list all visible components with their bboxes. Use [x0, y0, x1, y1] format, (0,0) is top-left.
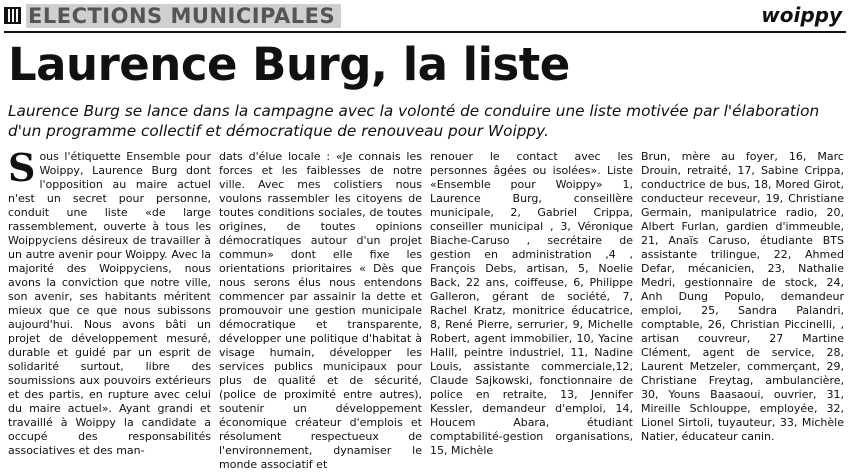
section-marker-icon [4, 7, 21, 24]
article-headline: Laurence Burg, la liste [8, 38, 570, 91]
article-lead: Laurence Burg se lance dans la campagne avec la volonté de conduire une liste motivée par l'élaboration d'un programme collectif et démocratique de renouveau pour Woippy. [8, 102, 820, 140]
column-4-text: Brun, mère au foyer, 16, Marc Drouin, retraité, 17, Sabine Crippa, conductrice de bus, 18, Mored Girot, conducteur receveur, 19, Christiane Germain, manipulatrice radio, 20, Albert Furlan, gardien d'immeuble, 21, Anaïs Caruso, étudiante BTS assistante trilingue, 22, Ahmed Defar, mécanicien, 23, Nathalie Medri, gestionnaire de stock, 24, Anh Dung Populo, demandeur emploi, 25, Sandra Palandri, comptable, 26, Christian Piccinelli, , artisan couvreur, 27 Martine Clément, agent de service, 28, Laurent Metzeler, commerçant, 29, Christiane Freytag, ambulancière, 30, Youns Baasaoui, ouvrier, 31, Mireille Schlouppe, employée, 32, Lionel Sirtoli, tuyauteur, 33, Michèle Natier, éducateur canin. [641, 150, 844, 443]
article-column-2 [219, 150, 422, 471]
column-3-text: renouer le contact avec les personnes âgées ou isolées». Liste «Ensemble pour Woippy» 1, Laurence Burg, conseillère municipale, 2, Gabriel Crippa, conseiller municipal , 3, Véronique Biache-Caruso , secrétaire de gestion en administration ,4 , François Debs, artisan, 5, Noelie Back, 22 ans, coiffeuse, 6, Philippe Galleron, gérant de société, 7, Rachel Kratz, monitrice éducatrice, 8, René Pierre, serrurier, 9, Michelle Robert, agent immobilier, 10, Yacine Halil, peintre industriel, 11, Nadine Louis, assistante commerciale,12, Claude Sajkowski, fonctionnaire de police en retraite, 13, Jennifer Kessler, demandeur d'emploi, 14, Houcem Abara, étudiant comptabilité-gestion organisations, 15, Michèle [430, 150, 633, 457]
section-title: ELECTIONS MUNICIPALES [26, 4, 341, 28]
article-column-4 [641, 150, 844, 443]
column-1-text: ous l'étiquette Ensemble pour Woippy, Laurence Burg dont l'opposition au maire actuel n'est un secret pour personne, conduit une liste «de large rassemblement, ouverte à tous les Woippyciens désireux de travailler à un autre avenir pour Woippy. Avec la majorité des Woippyciens, nous avons la conviction que notre ville, son avenir, ses habitants méritent mieux que ce que nous subissons aujourd'hui. Nous avons bâti un projet de développement mesuré, durable et guidé par un esprit de solidarité surtout, libre des soumissions aux pouvoirs extérieurs et des partis, en rupture avec celui du maire actuel». Ayant grandi et travaillé à Woippy la candidate a occupé des responsabilités associatives et des man- [8, 150, 211, 457]
section-banner [4, 4, 846, 31]
drop-cap: S [8, 145, 36, 190]
column-2-text: dats d'élue locale : «Je connais les forces et les faiblesses de notre ville. Avec mes colistiers nous voulons rassembler les citoyens de toutes conditions sociales, de toutes origines, de toutes opinions démocratiques autour d'un projet commun» dont elle fixe les orientations prioritaires « Dès que nous serons élus nous entendons commencer par assainir la dette et promouvoir une gestion municipale démocratique et transparente, développer une politique d'habitat à visage humain, développer les services publics municipaux pour plus de qualité et de sécurité, (police de proximité entre autres), soutenir un développement économique créateur d'emplois et résolument respectueux de l'environnement, dynamiser le monde associatif et [219, 150, 422, 471]
article-column-1 [8, 145, 211, 457]
article-column-3 [430, 150, 633, 457]
town-name: woippy [753, 3, 842, 27]
section-rule [4, 31, 846, 33]
